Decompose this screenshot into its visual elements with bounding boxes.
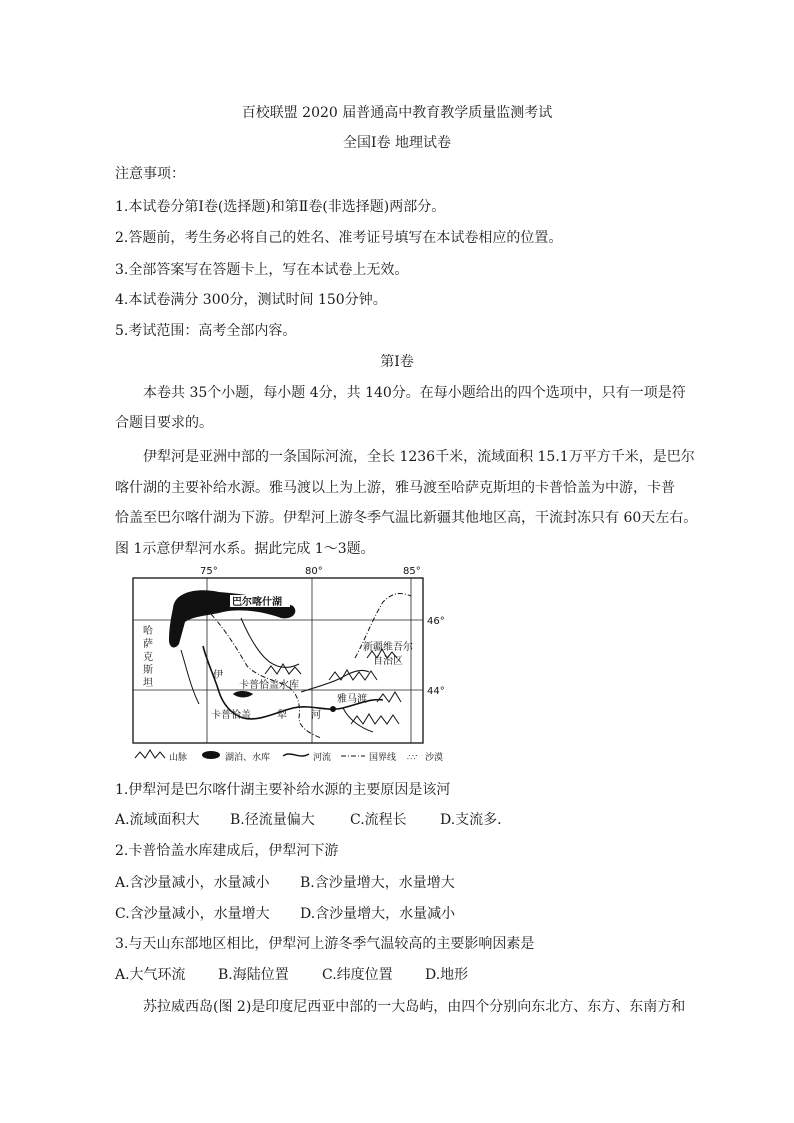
section-title: 第Ⅰ卷 <box>380 354 414 370</box>
question-option: C.含沙量减小，水量增大 <box>115 906 270 922</box>
question-option: D.地形 <box>425 967 469 983</box>
lake-label: 巴尔喀什湖 <box>232 597 282 608</box>
country-label: 萨 <box>143 639 153 650</box>
passage-line: 恰盖至巴尔喀什湖为下游。伊犁河上游冬季气温比新疆其他地区高，干流封冻只有 60天左右。 <box>115 510 698 526</box>
exam-title: 百校联盟 2020 届普通高中教育教学质量监测考试 <box>241 105 553 121</box>
question-option: B.海陆位置 <box>218 967 289 983</box>
next-passage-line: 苏拉威西岛(图 2)是印度尼西亚中部的一大岛屿，由四个分别向东北方、东方、东南方和 <box>143 999 686 1015</box>
legend-item: 河流 <box>313 753 332 763</box>
passage-line: 伊犁河是亚洲中部的一条国际河流，全长 1236千米，流域面积 15.1万平方千米，是巴尔 <box>143 449 695 465</box>
question-stem: 2.卡普恰盖水库建成后，伊犁河下游 <box>115 843 339 859</box>
question-stem: 1.伊犁河是巴尔喀什湖主要补给水源的主要原因是该河 <box>115 782 451 798</box>
question-option: A.含沙量减小，水量减小 <box>115 875 270 891</box>
note-item: 3.全部答案写在答题卡上，写在本试卷上无效。 <box>115 262 409 278</box>
yamadu-point <box>330 706 336 712</box>
region-label: 新疆维吾尔 <box>363 642 413 653</box>
passage-line: 喀什湖的主要补给水源。雅马渡以上为上游，雅马渡至哈萨克斯坦的卡普恰盖为中游，卡普 <box>115 480 675 496</box>
lat-label: 46° <box>427 616 445 627</box>
legend-lake-icon <box>202 751 220 759</box>
tributary-tekes <box>343 708 373 732</box>
passage-line: 图 1示意伊犁河水系。据此完成 1～3题。 <box>115 541 375 557</box>
mountains <box>329 670 377 680</box>
country-label: 斯 <box>143 665 153 676</box>
notes-heading: 注意事项： <box>115 166 185 182</box>
question-option: C.流程长 <box>350 812 407 828</box>
legend-mountain-icon <box>135 750 165 758</box>
question-option: A.大气环流 <box>115 967 186 983</box>
lon-label: 80° <box>305 566 323 577</box>
tributary-north <box>241 618 299 667</box>
country-label: 哈 <box>143 626 153 637</box>
question-option: D.支流多. <box>440 812 502 828</box>
section-intro-line: 合题目要求的。 <box>115 415 213 431</box>
note-item: 1.本试卷分第Ⅰ卷(选择题)和第Ⅱ卷(非选择题)两部分。 <box>115 199 446 215</box>
note-item: 4.本试卷满分 300分，测试时间 150分钟。 <box>115 292 387 308</box>
country-label: 坦 <box>143 678 153 689</box>
river-label: 伊 <box>213 670 223 681</box>
reservoir-label: 卡普恰盖水库 <box>239 680 299 691</box>
question-option: C.纬度位置 <box>322 967 393 983</box>
ili-river-map <box>115 562 460 768</box>
question-option: A.流域面积大 <box>115 812 200 828</box>
note-item: 2.答题前，考生务必将自己的姓名、准考证号填写在本试卷相应的位置。 <box>115 230 563 246</box>
question-stem: 3.与天山东部地区相比，伊犁河上游冬季气温较高的主要影响因素是 <box>115 936 535 952</box>
question-option: B.径流量偏大 <box>230 812 315 828</box>
legend-item: 国界线 <box>369 753 397 763</box>
legend-item: 山脉 <box>169 753 188 763</box>
question-option: D.含沙量增大，水量减小 <box>300 906 456 922</box>
exam-subtitle: 全国Ⅰ卷 地理试卷 <box>343 135 451 151</box>
tributary-west <box>181 650 199 704</box>
river-label: 犁 <box>277 710 287 721</box>
mountains <box>351 714 399 724</box>
section-intro-line: 本卷共 35个小题，每小题 4分，共 140分。在每小题给出的四个选项中，只有一项是符 <box>143 385 686 401</box>
note-item: 5.考试范围：高考全部内容。 <box>115 323 297 339</box>
lon-label: 75° <box>200 566 218 577</box>
place-label: 雅马渡 <box>337 694 367 705</box>
lon-label: 85° <box>403 566 421 577</box>
place-label: 卡普恰盖 <box>211 710 251 721</box>
region-label: 自治区 <box>373 656 403 667</box>
kapchagay-reservoir-shape <box>233 691 253 697</box>
river-label: 河 <box>311 710 321 721</box>
legend-item: 沙漠 <box>425 753 444 763</box>
question-option: B.含沙量增大，水量增大 <box>300 875 455 891</box>
legend-river-icon <box>283 754 309 756</box>
country-label: 克 <box>143 652 153 663</box>
lat-label: 44° <box>427 686 445 697</box>
legend-item: 湖泊、水库 <box>225 753 271 763</box>
tributary-kunes <box>301 670 369 692</box>
legend-desert-icon: ∴∵ <box>407 753 418 762</box>
